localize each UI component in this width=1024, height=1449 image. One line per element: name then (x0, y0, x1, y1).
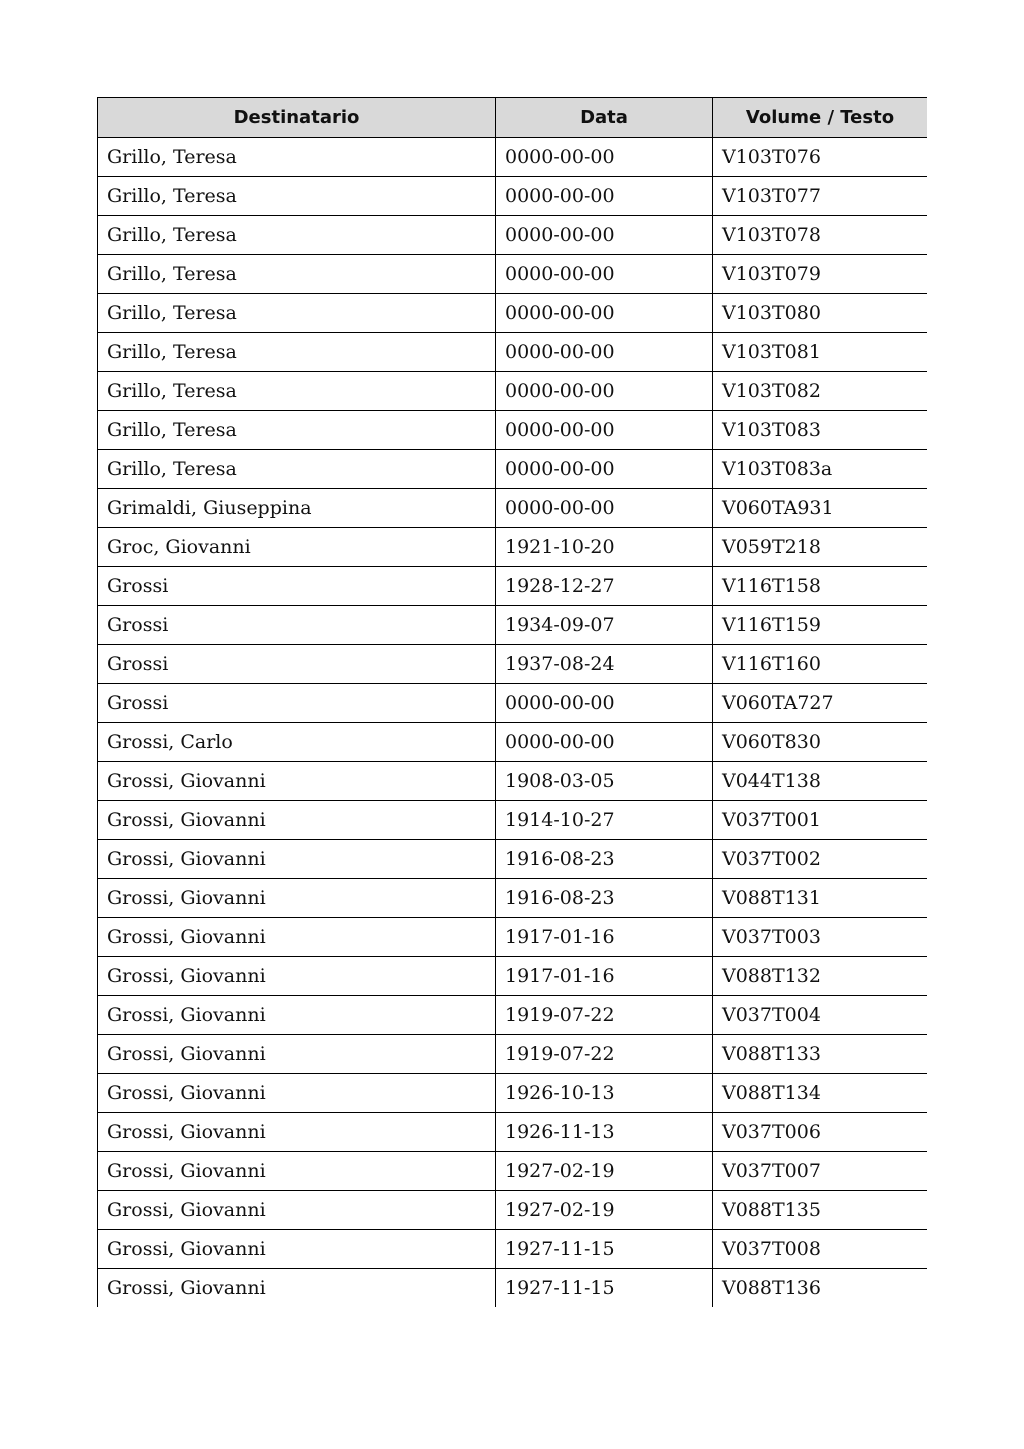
cell-volume-testo: V037T001 (713, 801, 928, 840)
table-row (98, 138, 928, 177)
cell-destinatario: Grossi, Giovanni (98, 1191, 496, 1230)
cell-volume-testo: V037T006 (713, 1113, 928, 1152)
table-row (98, 1269, 928, 1308)
cell-data: 0000-00-00 (496, 255, 713, 294)
table-row (98, 645, 928, 684)
table-row (98, 489, 928, 528)
table-row (98, 1191, 928, 1230)
cell-data: 1917-01-16 (496, 918, 713, 957)
cell-destinatario: Grillo, Teresa (98, 216, 496, 255)
cell-data: 1917-01-16 (496, 957, 713, 996)
cell-data: 0000-00-00 (496, 216, 713, 255)
cell-data: 0000-00-00 (496, 411, 713, 450)
cell-volume-testo: V037T004 (713, 996, 928, 1035)
cell-volume-testo: V116T160 (713, 645, 928, 684)
cell-destinatario: Grossi, Giovanni (98, 1074, 496, 1113)
table-row (98, 1152, 928, 1191)
cell-destinatario: Grossi (98, 645, 496, 684)
cell-destinatario: Grossi, Giovanni (98, 996, 496, 1035)
table-row (98, 840, 928, 879)
cell-data: 0000-00-00 (496, 723, 713, 762)
table-row (98, 801, 928, 840)
cell-data: 0000-00-00 (496, 372, 713, 411)
table-row (98, 450, 928, 489)
cell-data: 0000-00-00 (496, 684, 713, 723)
cell-destinatario: Grossi, Giovanni (98, 1152, 496, 1191)
column-header-data: Data (496, 98, 713, 138)
cell-destinatario: Grillo, Teresa (98, 138, 496, 177)
cell-volume-testo: V103T083 (713, 411, 928, 450)
table-row (98, 1074, 928, 1113)
header-row (98, 98, 928, 138)
cell-volume-testo: V088T135 (713, 1191, 928, 1230)
table-row (98, 996, 928, 1035)
cell-data: 1921-10-20 (496, 528, 713, 567)
cell-volume-testo: V060T830 (713, 723, 928, 762)
cell-destinatario: Grossi (98, 684, 496, 723)
cell-data: 1916-08-23 (496, 840, 713, 879)
cell-data: 1919-07-22 (496, 996, 713, 1035)
cell-volume-testo: V088T132 (713, 957, 928, 996)
cell-destinatario: Grillo, Teresa (98, 294, 496, 333)
table-row (98, 333, 928, 372)
cell-volume-testo: V037T002 (713, 840, 928, 879)
cell-data: 0000-00-00 (496, 333, 713, 372)
column-header-destinatario: Destinatario (98, 98, 496, 138)
table-row (98, 1230, 928, 1269)
cell-data: 1928-12-27 (496, 567, 713, 606)
table-row (98, 684, 928, 723)
cell-destinatario: Grossi, Giovanni (98, 1269, 496, 1308)
cell-destinatario: Grillo, Teresa (98, 450, 496, 489)
cell-destinatario: Grossi, Giovanni (98, 801, 496, 840)
table-row (98, 528, 928, 567)
cell-data: 1937-08-24 (496, 645, 713, 684)
cell-destinatario: Grossi, Giovanni (98, 1230, 496, 1269)
table-body (98, 138, 928, 1308)
cell-volume-testo: V103T079 (713, 255, 928, 294)
cell-volume-testo: V103T083a (713, 450, 928, 489)
cell-data: 0000-00-00 (496, 294, 713, 333)
cell-destinatario: Grillo, Teresa (98, 177, 496, 216)
cell-destinatario: Grossi (98, 606, 496, 645)
cell-data: 1919-07-22 (496, 1035, 713, 1074)
cell-data: 1916-08-23 (496, 879, 713, 918)
cell-destinatario: Groc, Giovanni (98, 528, 496, 567)
cell-data: 0000-00-00 (496, 177, 713, 216)
cell-destinatario: Grimaldi, Giuseppina (98, 489, 496, 528)
cell-volume-testo: V116T158 (713, 567, 928, 606)
cell-destinatario: Grossi, Giovanni (98, 1113, 496, 1152)
cell-volume-testo: V060TA727 (713, 684, 928, 723)
table-row (98, 879, 928, 918)
cell-destinatario: Grossi, Giovanni (98, 879, 496, 918)
cell-volume-testo: V044T138 (713, 762, 928, 801)
cell-destinatario: Grossi, Giovanni (98, 1035, 496, 1074)
letters-table (97, 97, 927, 1307)
cell-volume-testo: V103T082 (713, 372, 928, 411)
cell-destinatario: Grossi, Carlo (98, 723, 496, 762)
cell-volume-testo: V103T080 (713, 294, 928, 333)
table-row (98, 918, 928, 957)
table-row (98, 372, 928, 411)
table-row (98, 411, 928, 450)
cell-data: 1927-02-19 (496, 1152, 713, 1191)
cell-destinatario: Grossi (98, 567, 496, 606)
cell-destinatario: Grillo, Teresa (98, 411, 496, 450)
cell-volume-testo: V103T076 (713, 138, 928, 177)
table-row (98, 606, 928, 645)
cell-data: 0000-00-00 (496, 489, 713, 528)
cell-volume-testo: V103T077 (713, 177, 928, 216)
cell-data: 1927-11-15 (496, 1230, 713, 1269)
cell-destinatario: Grossi, Giovanni (98, 918, 496, 957)
table-row (98, 723, 928, 762)
cell-data: 0000-00-00 (496, 138, 713, 177)
cell-volume-testo: V037T007 (713, 1152, 928, 1191)
cell-volume-testo: V059T218 (713, 528, 928, 567)
cell-data: 1908-03-05 (496, 762, 713, 801)
cell-volume-testo: V037T008 (713, 1230, 928, 1269)
cell-volume-testo: V088T136 (713, 1269, 928, 1308)
table-header (98, 98, 928, 138)
table-row (98, 216, 928, 255)
cell-destinatario: Grillo, Teresa (98, 255, 496, 294)
cell-volume-testo: V088T134 (713, 1074, 928, 1113)
document-table-container (97, 97, 927, 1311)
cell-destinatario: Grillo, Teresa (98, 333, 496, 372)
table-row (98, 1035, 928, 1074)
cell-destinatario: Grossi, Giovanni (98, 762, 496, 801)
table-row (98, 957, 928, 996)
cell-volume-testo: V060TA931 (713, 489, 928, 528)
cell-volume-testo: V103T078 (713, 216, 928, 255)
cell-volume-testo: V088T131 (713, 879, 928, 918)
cell-data: 1934-09-07 (496, 606, 713, 645)
column-header-volume-testo: Volume / Testo (713, 98, 928, 138)
cell-volume-testo: V088T133 (713, 1035, 928, 1074)
cell-data: 0000-00-00 (496, 450, 713, 489)
cell-data: 1927-02-19 (496, 1191, 713, 1230)
table-row (98, 762, 928, 801)
cell-destinatario: Grossi, Giovanni (98, 840, 496, 879)
cell-destinatario: Grillo, Teresa (98, 372, 496, 411)
table-row (98, 567, 928, 606)
cell-data: 1926-10-13 (496, 1074, 713, 1113)
table-row (98, 255, 928, 294)
table-row (98, 177, 928, 216)
cell-data: 1927-11-15 (496, 1269, 713, 1308)
cell-destinatario: Grossi, Giovanni (98, 957, 496, 996)
cell-data: 1914-10-27 (496, 801, 713, 840)
table-row (98, 294, 928, 333)
cell-volume-testo: V103T081 (713, 333, 928, 372)
cell-data: 1926-11-13 (496, 1113, 713, 1152)
cell-volume-testo: V037T003 (713, 918, 928, 957)
table-row (98, 1113, 928, 1152)
cell-volume-testo: V116T159 (713, 606, 928, 645)
